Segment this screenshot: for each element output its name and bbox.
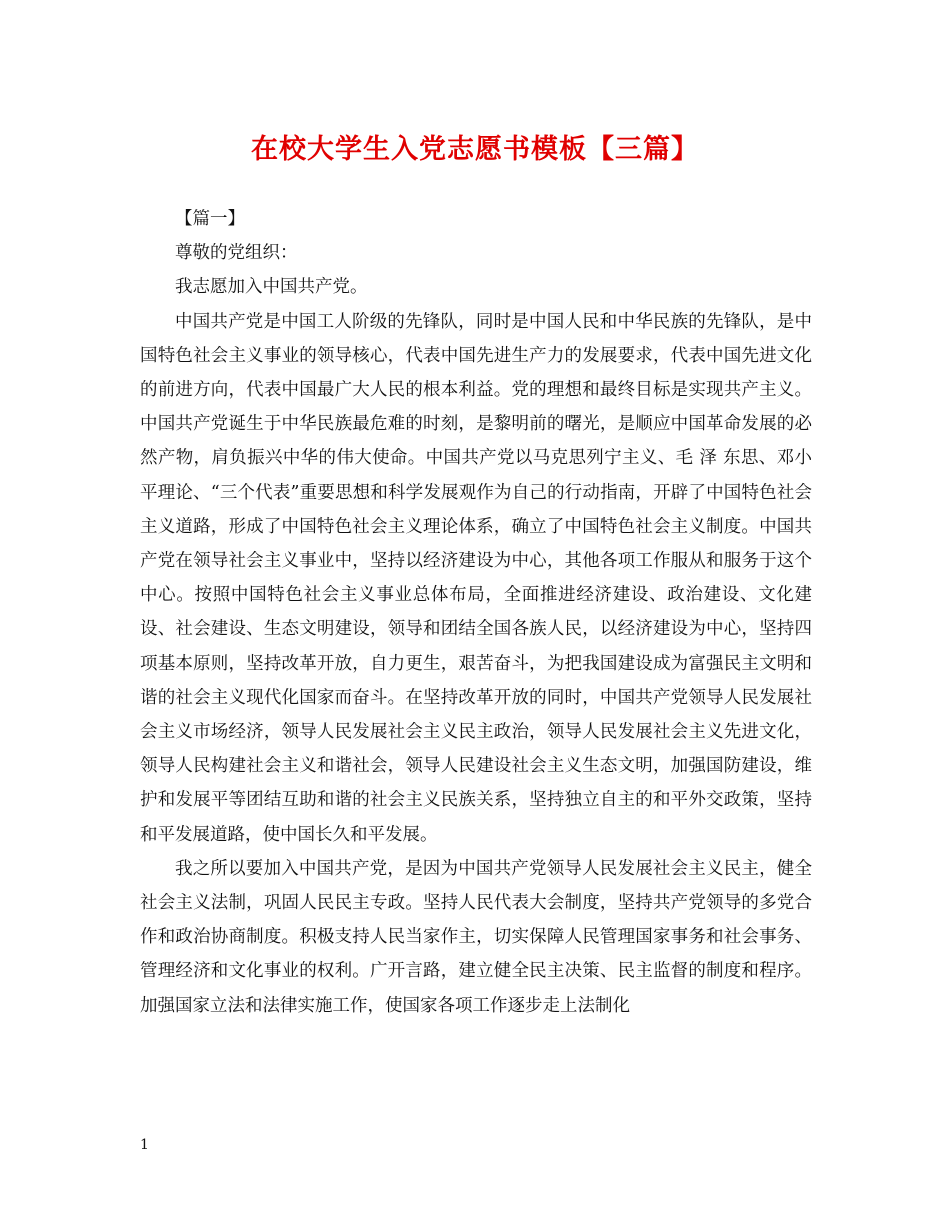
document-body	[140, 202, 812, 1023]
body-paragraph: 我志愿加入中国共产党。	[175, 277, 368, 298]
page-number: 1	[140, 1137, 149, 1153]
document-title: 在校大学生入党志愿书模板【三篇】	[251, 134, 699, 165]
section-heading: 【篇一】	[175, 209, 245, 229]
body-paragraph: 我之所以要加入中国共产党，是因为中国共产党领导人民发展社会主义民主，健全社会主义法制，巩固人民民主专政。坚持人民代表大会制度，坚持共产党领导的多党合作和政治协商制度。积极支持人民当家作主，切实保障人民管理国家事务和社会事务、管理经济和文化事业的权利。广开言路，建立健全民主决策、民主监督的制度和程序。加强国家立法和法律实施工作，使国家各项工作逐步走上法制化	[140, 858, 812, 1016]
body-paragraph: 中国共产党是中国工人阶级的先锋队，同时是中国人民和中华民族的先锋队，是中国特色社会主义事业的领导核心，代表中国先进生产力的发展要求，代表中国先进文化的前进方向，代表中国最广大人民的根本利益。党的理想和最终目标是实现共产主义。中国共产党诞生于中华民族最危难的时刻，是黎明前的曙光，是顺应中国革命发展的必然产物，肩负振兴中华的伟大使命。中国共产党以马克思列宁主义、毛 泽 东思、邓小平理论、“三个代表”重要思想和科学发展观作为自己的行动指南，开辟了中国特色社会主义道路，形成了中国特色社会主义理论体系，确立了中国特色社会主义制度。中国共产党在领导社会主义事业中，坚持以经济建设为中心，其他各项工作服从和服务于这个中心。按照中国特色社会主义事业总体布局，全面推进经济建设、政治建设、文化建设、社会建设、生态文明建设，领导和团结全国各族人民，以经济建设为中心，坚持四项基本原则，坚持改革开放，自力更生，艰苦奋斗，为把我国建设成为富强民主文明和谐的社会主义现代化国家而奋斗。在坚持改革开放的同时，中国共产党领导人民发展社会主义市场经济，领导人民发展社会主义民主政治，领导人民发展社会主义先进文化，领导人民构建社会主义和谐社会，领导人民建设社会主义生态文明，加强国防建设，维护和发展平等团结互助和谐的社会主义民族关系，坚持独立自主的和平外交政策，坚持和平发展道路，使中国长久和平发展。	[140, 311, 812, 845]
salutation: 尊敬的党组织：	[175, 243, 298, 264]
